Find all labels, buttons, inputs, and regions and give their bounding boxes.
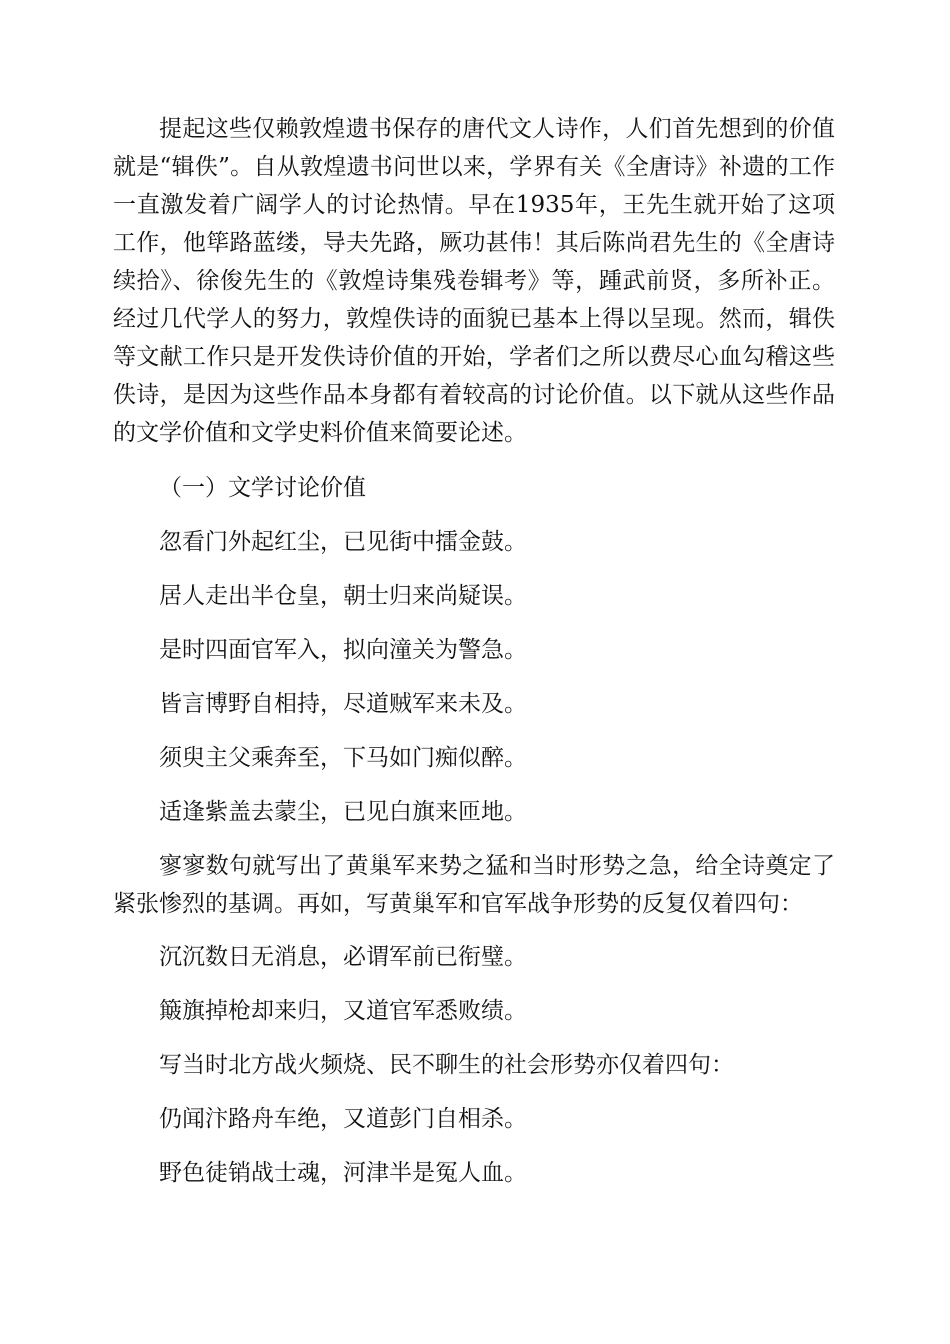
document-page	[113, 110, 835, 1192]
verse-line: 簸旗掉枪却来归，又道官军悉败绩。	[159, 998, 527, 1024]
verse-line: 是时四面官军入，拟向潼关为警急。	[159, 637, 527, 663]
commentary-paragraph: 寥寥数句就写出了黄巢军来势之猛和当时形势之急，给全诗奠定了紧张惨烈的基调。再如，写黄巢军和官军战争形势的反复仅着四句：	[113, 853, 835, 917]
verse-line: 忽看门外起红尘，已见街中擂金鼓。	[159, 529, 527, 555]
section-heading: （一）文学讨论价值	[159, 475, 366, 501]
verse-line: 沉沉数日无消息，必谓军前已衔璧。	[159, 944, 527, 970]
intro-paragraph: 提起这些仅赖敦煌遗书保存的唐代文人诗作，人们首先想到的价值就是“辑佚”。自从敦煌遗书问世以来，学界有关《全唐诗》补遗的工作一直激发着广阔学人的讨论热情。早在1935年，王先生就开始了这项工作，他筚路蓝缕，导夫先路，厥功甚伟！其后陈尚君先生的《全唐诗续拾》、徐俊先生的《敦煌诗集残卷辑考》等，踵武前贤，多所补正。经过几代学人的努力，敦煌佚诗的面貌已基本上得以呈现。然而，辑佚等文献工作只是开发佚诗价值的开始，学者们之所以费尽心血勾稽这些佚诗，是因为这些作品本身都有着较高的讨论价值。以下就从这些作品的文学价值和文学史料价值来简要论述。	[113, 116, 835, 446]
verse-line: 野色徒销战士魂，河津半是冤人血。	[159, 1160, 527, 1186]
verse-line: 皆言博野自相持，尽道贼军来未及。	[159, 691, 527, 717]
verse-line: 须臾主父乘奔至，下马如门痴似醉。	[159, 745, 527, 771]
verse-line: 适逢紫盖去蒙尘，已见白旗来匝地。	[159, 799, 527, 825]
verse-line: 仍闻汴路舟车绝，又道彭门自相杀。	[159, 1106, 527, 1132]
commentary-paragraph: 写当时北方战火频烧、民不聊生的社会形势亦仅着四句：	[159, 1052, 734, 1078]
verse-line: 居人走出半仓皇，朝士归来尚疑误。	[159, 583, 527, 609]
